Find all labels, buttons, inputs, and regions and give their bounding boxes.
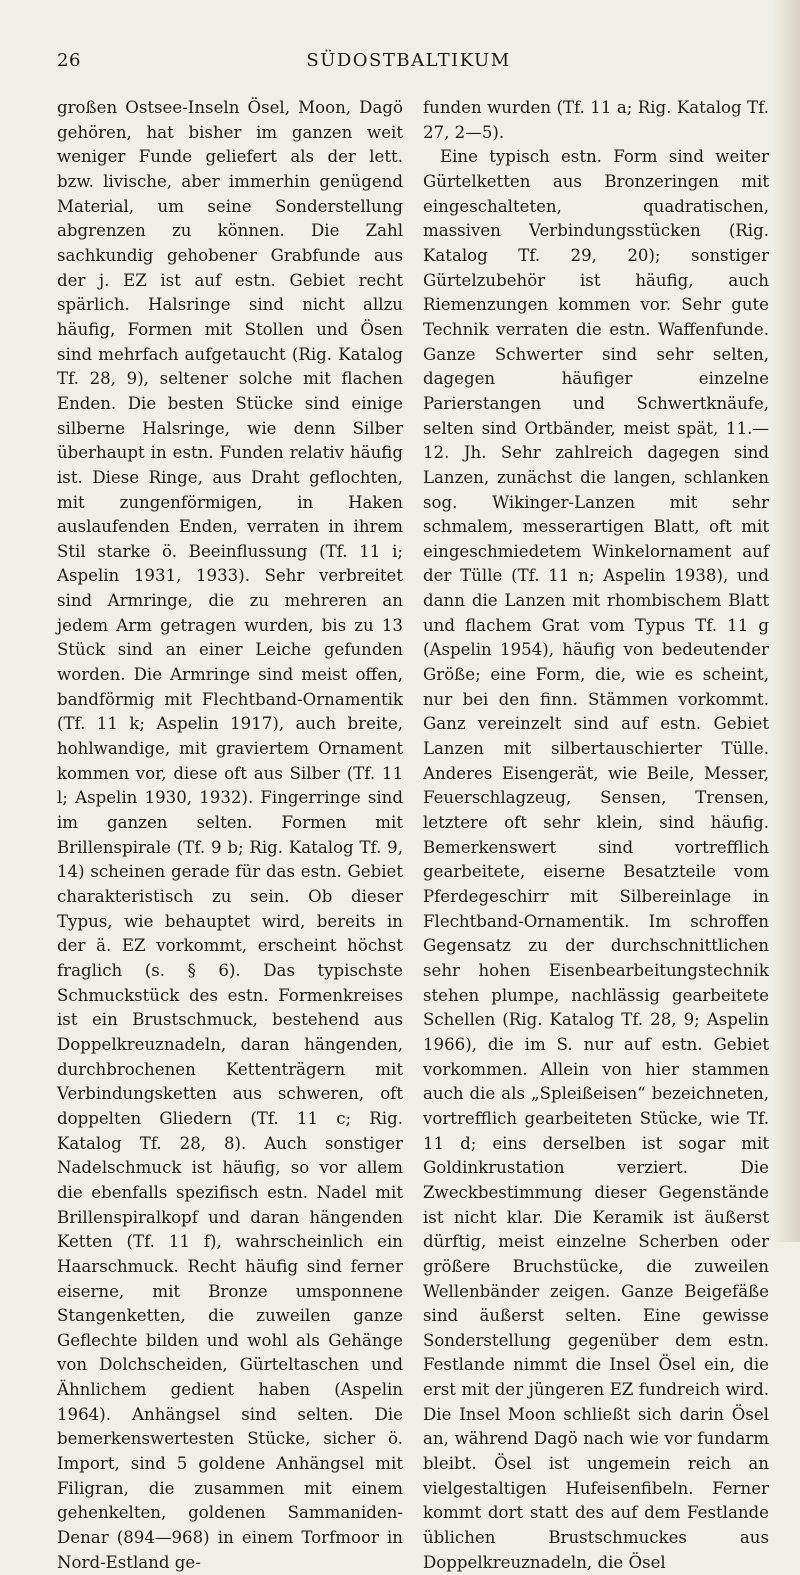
left-paragraph-1: großen Ostsee-Inseln Ösel, Moon, Dagö gehören, hat bisher im ganzen weit weniger Funde geliefert als der lett. bzw. livische, aber immerhin genügend Material, um seine Sonderstellung abgrenzen zu können. Die Zahl sachkundig gehobener Grabfunde aus der j. EZ ist auf estn. Gebiet recht spärlich. Halsringe sind nicht allzu häufig, Formen mit Stollen und Ösen sind mehrfach aufgetaucht (Rig. Katalog Tf. 28, 9), seltener solche mit flachen Enden. Die besten Stücke sind einige silberne Halsringe, wie denn Silber überhaupt in estn. Funden relativ häufig ist. Diese Ringe, aus Draht geflochten, mit zungenförmigen, in Haken auslaufenden Enden, verraten in ihrem Stil starke ö. Beeinflussung (Tf. 11 i; Aspelin 1931, 1933). Sehr verbreitet sind Armringe, die zu mehreren an jedem Arm getragen wurden, bis zu 13 Stück sind an einer Leiche gefunden worden. Die Armringe sind meist offen, bandförmig mit Flechtband-Ornamentik (Tf. 11 k; Aspelin 1917), auch breite, hohlwandige, mit graviertem Ornament kommen vor, diese oft aus Silber (Tf. 11 l; Aspelin 1930, 1932). Fingerringe sind im ganzen selten. Formen mit Brillenspirale (Tf. 9 b; Rig. Katalog Tf. 9, 14) scheinen gerade für das estn. Gebiet charakteristisch zu sein. Ob dieser Typus, wie behauptet wird, bereits in der ä. EZ vorkommt, erscheint höchst fraglich (s. § 6). Das typischste Schmuckstück des estn. Formenkreises ist ein Brustschmuck, bestehend aus Doppelkreuznadeln, daran hängenden, durchbrochenen Kettenträgern mit Verbindungsketten aus schweren, oft doppelten Gliedern (Tf. 11 c; Rig. Katalog Tf. 28, 8). Auch sonstiger Nadelschmuck ist häufig, so vor allem die ebenfalls spezifisch estn. Nadel mit Brillenspiralkopf und daran hängenden Ketten (Tf. 11 f), wahrscheinlich ein Haarschmuck. Recht häufig sind ferner eiserne, mit Bronze umsponnene Stangenketten, die zuweilen ganze Geflechte bilden und wohl als Gehänge von Dolchscheiden, Gürteltaschen und Ähnlichem gedient haben (Aspelin 1964). Anhängsel sind selten. Die bemerkenswertesten Stücke, sicher ö. Import, sind 5 goldene Anhängsel mit Filigran, die zusammen mit einem gehenkelten, goldenen Sammaniden-Denar (894—968) in einem Torfmoor in Nord-Estland ge- (57, 98, 403, 1572)
running-title: SÜDOSTBALTIKUM (306, 50, 511, 71)
page-number: 26 (57, 50, 81, 71)
left-column (57, 96, 403, 1575)
right-paragraph-2: Eine typisch estn. Form sind weiter Gürtelketten aus Bronzeringen mit eingeschalteten, quadratischen, massiven Verbindungsstücken (Rig. Katalog Tf. 29, 20); sonstiger Gürtelzubehör ist häufig, auch Riemenzungen kommen vor. Sehr gute Technik verraten die estn. Waffenfunde. Ganze Schwerter sind sehr selten, dagegen häufiger einzelne Parierstangen und Schwertknäufe, selten sind Ortbänder, meist spät, 11.—12. Jh. Sehr zahlreich dagegen sind Lanzen, zunächst die langen, schlanken sog. Wikinger-Lanzen mit sehr schmalem, messerartigen Blatt, oft mit eingeschmiedetem Winkelornament auf der Tülle (Tf. 11 n; Aspelin 1938), und dann die Lanzen mit rhombischem Blatt und flachem Grat vom Typus Tf. 11 g (Aspelin 1954), häufig von bedeutender Größe; eine Form, die, wie es scheint, nur bei den finn. Stämmen vorkommt. Ganz vereinzelt sind auf estn. Gebiet Lanzen mit silbertauschierter Tülle. Anderes Eisengerät, wie Beile, Messer, Feuerschlagzeug, Sensen, Trensen, letztere oft sehr klein, sind häufig. Bemerkenswert sind vortrefflich gearbeitete, eiserne Besatzteile vom Pferdegeschirr mit Silbereinlage in Flechtband-Ornamentik. Im schroffen Gegensatz zu der durchschnittlichen sehr hohen Eisenbearbeitungstechnik stehen plumpe, nachlässig gearbeitete Schellen (Rig. Katalog Tf. 28, 9; Aspelin 1966), die im S. nur auf estn. Gebiet vorkommen. Allein von hier stammen auch die als „Spleißeisen“ bezeichneten, vortrefflich gearbeiteten Stücke, wie Tf. 11 d; eins derselben ist sogar mit Goldinkrustation verziert. Die Zweckbestimmung dieser Gegenstände ist nicht klar. Die Keramik ist äußerst dürftig, meist einzelne Scherben oder größere Bruchstücke, die zuweilen Wellenbänder zeigen. Ganze Beigefäße sind äußerst selten. Eine gewisse Sonderstellung gegenüber dem estn. Festlande nimmt die Insel Ösel ein, die erst mit der jüngeren EZ fundreich wird. Die Insel Moon schließt sich darin Ösel an, während Dagö nach wie vor fundarm bleibt. Ösel ist ungemein reich an vielgestaltigen Hufeisenfibeln. Ferner kommt dort statt des auf dem Festlande üblichen Brustschmuckes aus Doppelkreuznadeln, die Ösel (423, 147, 769, 1572)
page-edge-shadow (772, 0, 800, 1242)
right-column (423, 96, 769, 1575)
right-paragraph-1: funden wurden (Tf. 11 a; Rig. Katalog Tf. 27, 2—5). (423, 98, 769, 142)
text-columns (57, 96, 769, 1572)
page-header (57, 50, 760, 80)
